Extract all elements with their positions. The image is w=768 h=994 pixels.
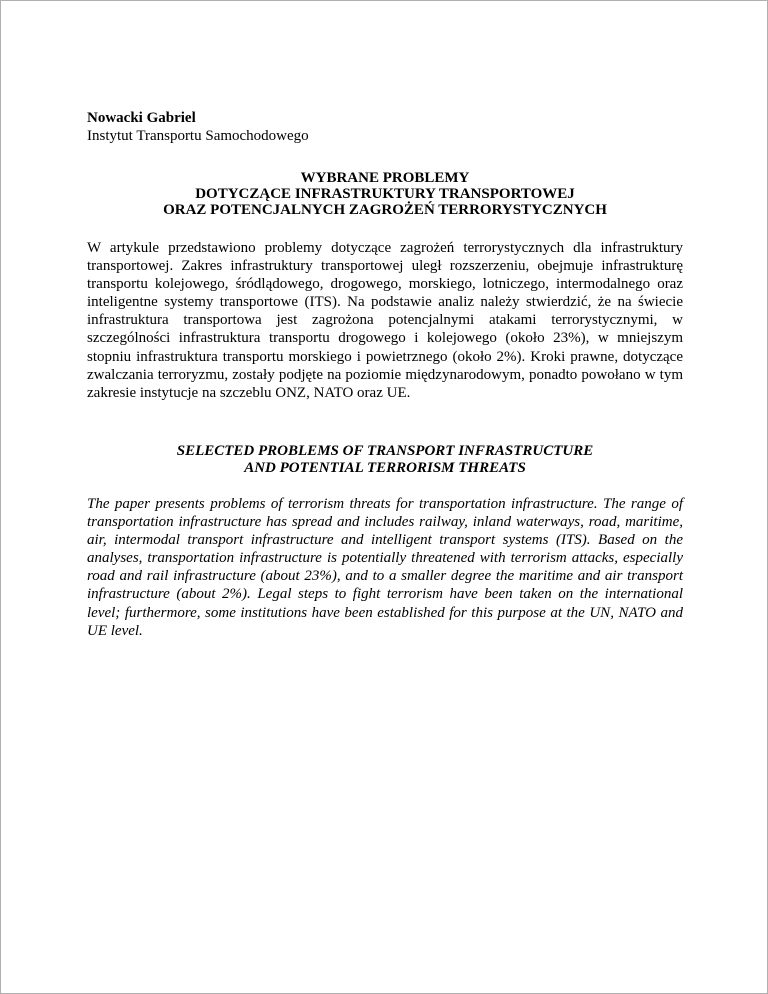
- polish-title-line: WYBRANE PROBLEMY: [300, 170, 470, 186]
- author-block: [87, 109, 309, 145]
- english-title-line: AND POTENTIAL TERRORISM THREATS: [244, 460, 526, 476]
- polish-title-line: DOTYCZĄCE INFRASTRUKTURY TRANSPORTOWEJ: [195, 186, 575, 202]
- english-abstract: The paper presents problems of terrorism threats for transportation infrastructure. The range of transportation infrastructure has spread and includes railway, inland waterways, road, maritime, air, intermodal transport infrastructure and intelligent transport systems (ITS). Based on the analyses, transportation infrastructure is potentially threatened with terrorism attacks, especially road and rail infrastructure (about 23%), and to a smaller degree the maritime and air transport infrastructure (about 2%). Legal steps to fight terrorism have been taken on the international level; furthermore, some institutions have been established for this purpose at the UN, NATO and UE level.: [87, 496, 683, 639]
- english-title-line: SELECTED PROBLEMS OF TRANSPORT INFRASTRUCTURE: [176, 443, 594, 459]
- author-affiliation: Instytut Transportu Samochodowego: [87, 128, 309, 144]
- english-title: [87, 443, 683, 477]
- author-name: Nowacki Gabriel: [87, 110, 196, 126]
- polish-abstract: W artykule przedstawiono problemy dotyczące zagrożeń terrorystycznych dla infrastruktury transportowej. Zakres infrastruktury transportowej uległ rozszerzeniu, obejmuje infrastrukturę transportu kolejowego, śródlądowego, drogowego, morskiego, lotniczego, intermodalnego oraz inteligentne systemy transportowe (ITS). Na podstawie analiz należy stwierdzić, że na świecie infrastruktura transportowa jest zagrożona potencjalnymi atakami terrorystycznymi, w szczególności infrastruktura transportu drogowego i kolejowego (około 23%), w mniejszym stopniu infrastruktura transportu morskiego i powietrznego (około 2%). Kroki prawne, dotyczące zwalczania terroryzmu, zostały podjęte na poziomie międzynarodowym, ponadto powołano w tym zakresie instytucje na szczeblu ONZ, NATO oraz UE.: [87, 240, 683, 401]
- polish-title: [87, 170, 683, 218]
- polish-title-line: ORAZ POTENCJALNYCH ZAGROŻEŃ TERRORYSTYCZNYCH: [163, 202, 607, 218]
